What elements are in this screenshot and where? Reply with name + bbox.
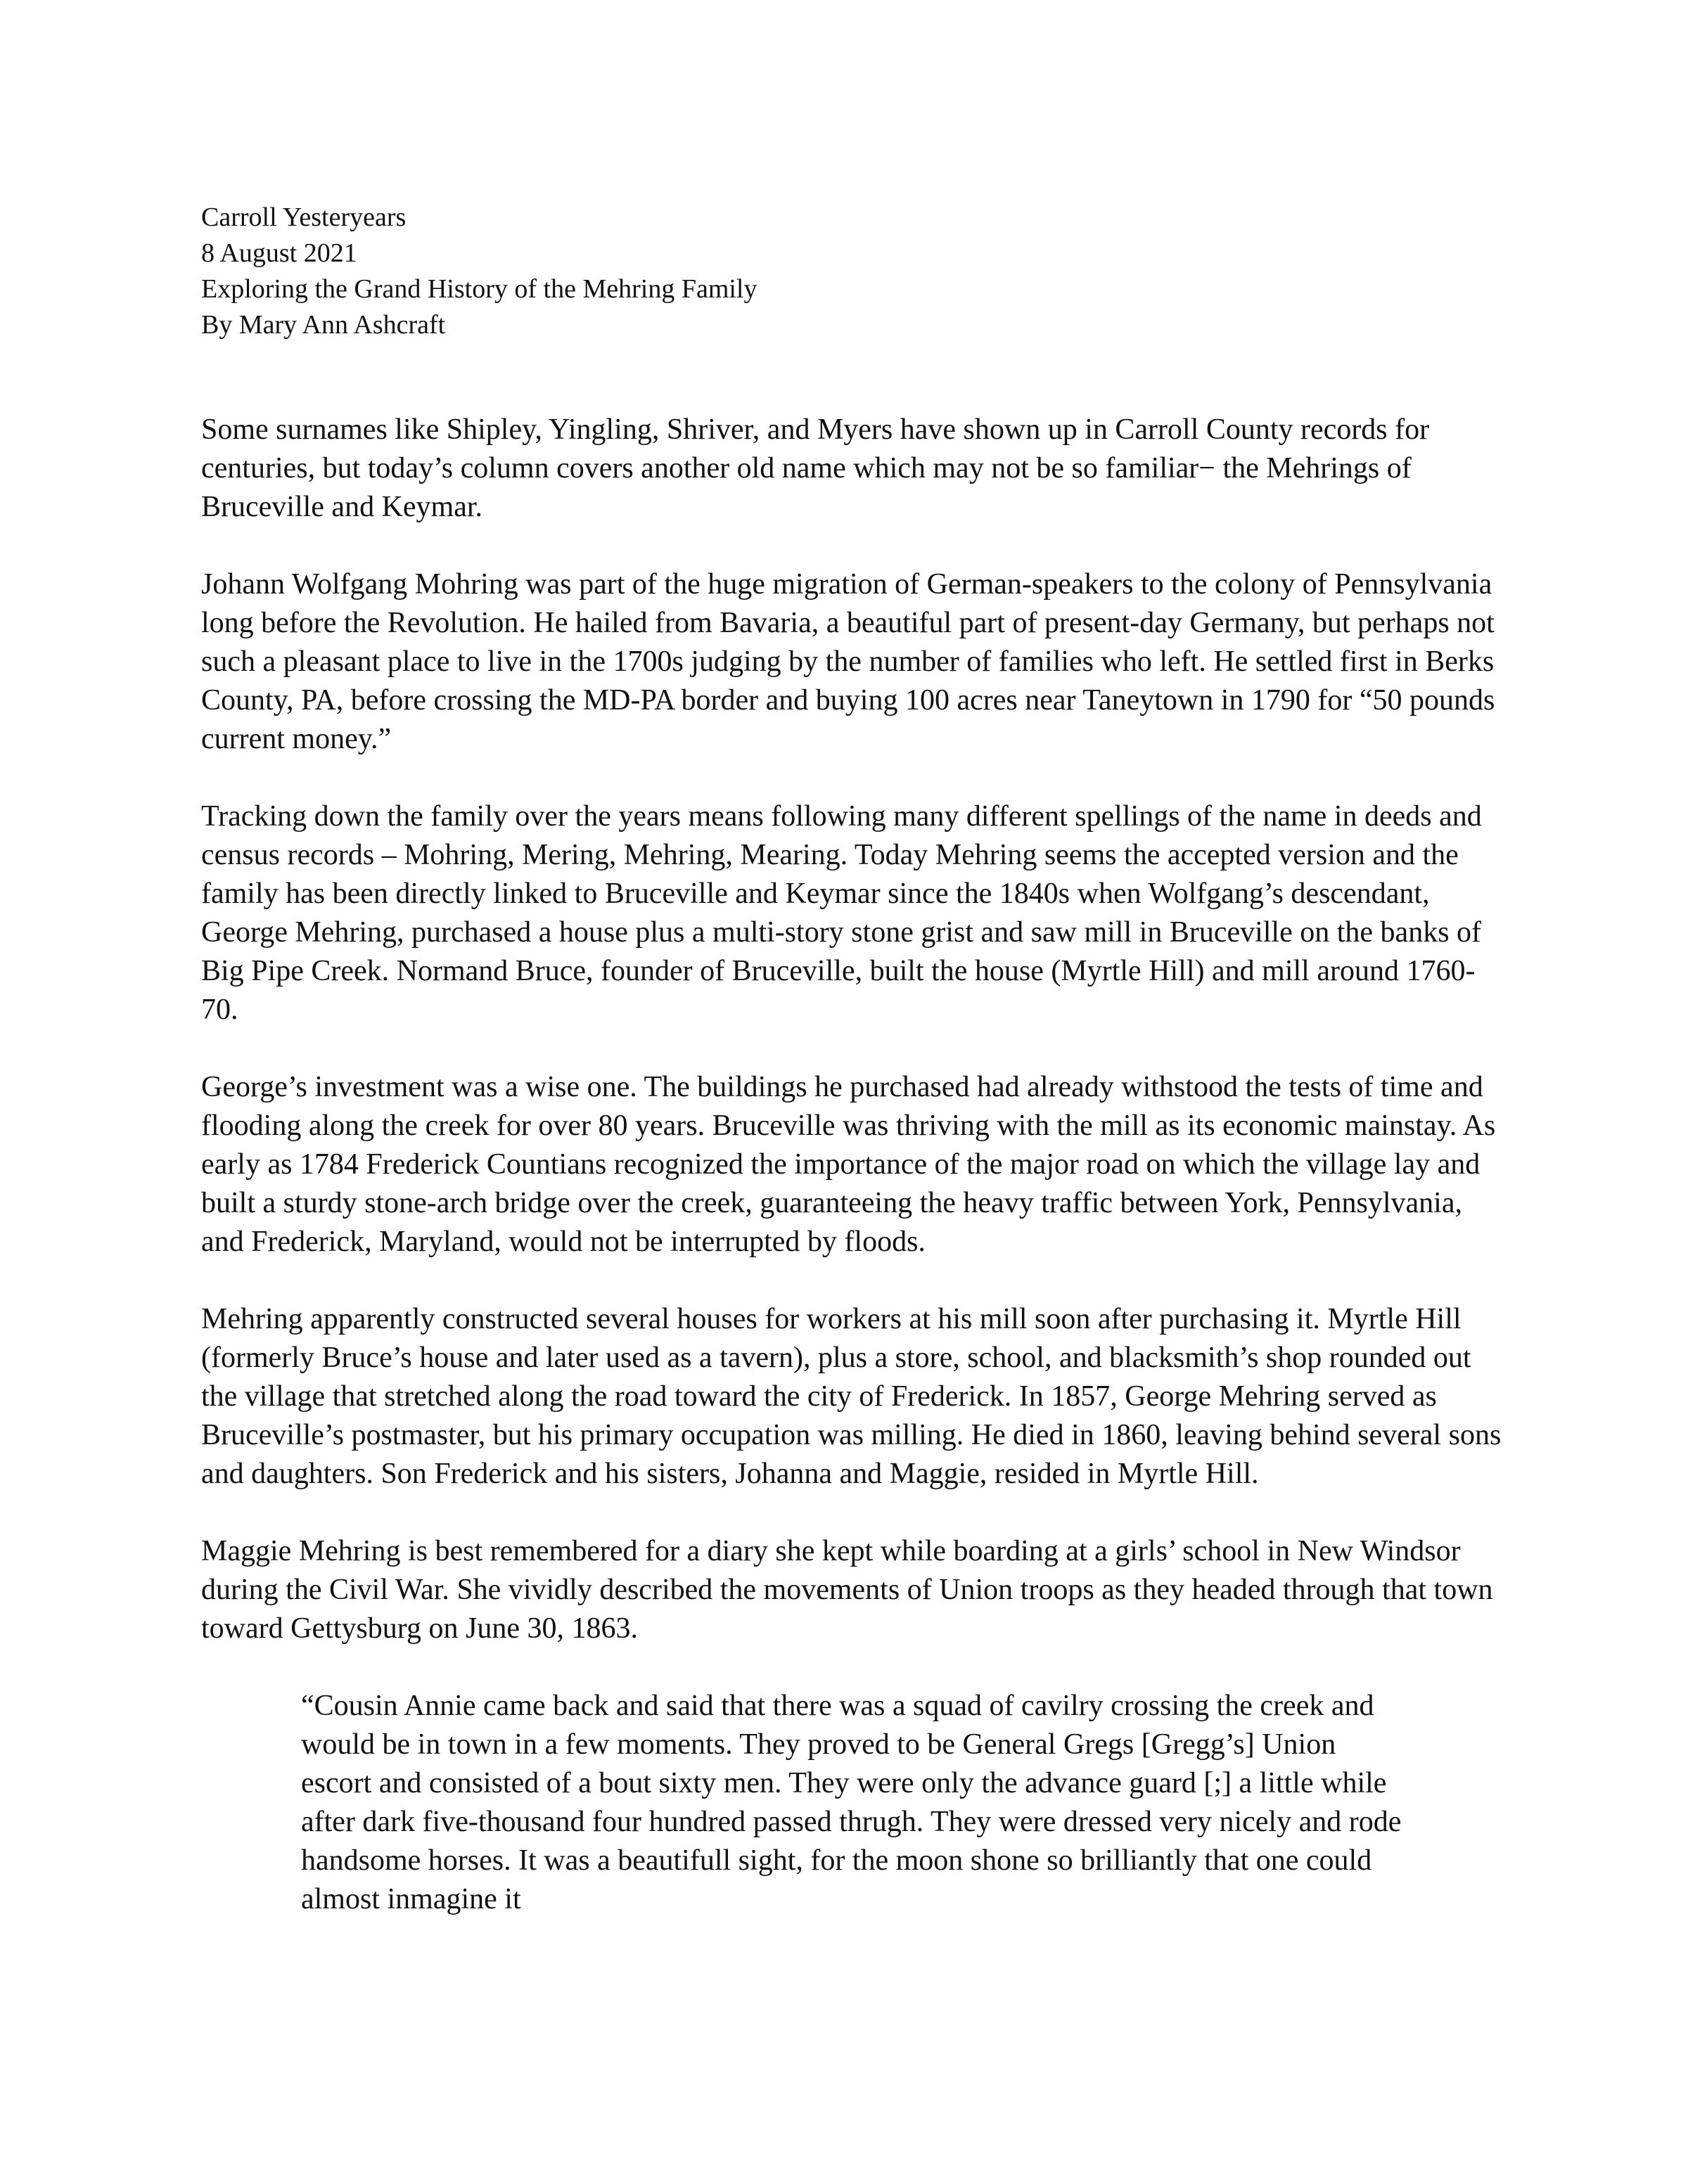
article-header <box>201 200 1537 343</box>
paragraph: Tracking down the family over the years means following many different spellings of the name in deeds and census records – Mohring, Mering, Mehring, Mearing. Today Mehring seems the accepted version and the family has been directly linked to Bruceville and Keymar since the 1840s when Wolfgang’s descendant, George Mehring, purchased a house plus a multi-story stone grist and saw mill in Bruceville on the banks of Big Pipe Creek. Normand Bruce, founder of Bruceville, built the house (Myrtle Hill) and mill around 1760-70. <box>201 800 1482 1026</box>
article-body <box>201 411 1507 1958</box>
article-byline: By Mary Ann Ashcraft <box>201 310 446 340</box>
article-title: Exploring the Grand History of the Mehring Family <box>201 274 757 304</box>
diary-quote: “Cousin Annie came back and said that there was a squad of cavilry crossing the creek and would be in town in a few moments. They proved to be General Gregs [Gregg’s] Union escort and consisted of a bout sixty men. They were only the advance guard [;] a little while after dark five-thousand four hundred passed thrugh. They were dressed very nicely and rode handsome horses. It was a beautifull sight, for the moon shone so brilliantly that one could almost inmagine it <box>301 1690 1402 1915</box>
paragraph: Johann Wolfgang Mohring was part of the huge migration of German-speakers to the colony of Pennsylvania long before the Revolution. He hailed from Bavaria, a beautiful part of present-day Germany, but perhaps not such a pleasant place to live in the 1700s judging by the number of families who left. He settled first in Berks County, PA, before crossing the MD-PA border and buying 100 acres near Taneytown in 1790 for “50 pounds current money.” <box>201 568 1495 755</box>
paragraph: Some surnames like Shipley, Yingling, Shriver, and Myers have shown up in Carroll County records for centuries, but today’s column covers another old name which may not be so familiar− the Mehrings of Bruceville and Keymar. <box>201 413 1430 523</box>
paragraph: Maggie Mehring is best remembered for a diary she kept while boarding at a girls’ school in New Windsor during the Civil War. She vividly described the movements of Union troops as they headed through that town toward Gettysburg on June 30, 1863. <box>201 1535 1493 1645</box>
column-name: Carroll Yesteryears <box>201 203 407 232</box>
paragraph: Mehring apparently constructed several houses for workers at his mill soon after purchasing it. Myrtle Hill (formerly Bruce’s house and later used as a tavern), plus a store, school, and blacksmith’s shop rounded out the village that stretched along the road toward the city of Frederick. In 1857, George Mehring served as Bruceville’s postmaster, but his primary occupation was milling. He died in 1860, leaving behind several sons and daughters. Son Frederick and his sisters, Johanna and Maggie, resided in Myrtle Hill. <box>201 1303 1502 1490</box>
paragraph: George’s investment was a wise one. The buildings he purchased had already withstood the tests of time and flooding along the creek for over 80 years. Bruceville was thriving with the mill as its economic mainstay. As early as 1784 Frederick Countians recognized the importance of the major road on which the village lay and built a sturdy stone-arch bridge over the creek, guaranteeing the heavy traffic between York, Pennsylvania, and Frederick, Maryland, would not be interrupted by floods. <box>201 1071 1496 1258</box>
article-date: 8 August 2021 <box>201 238 357 268</box>
